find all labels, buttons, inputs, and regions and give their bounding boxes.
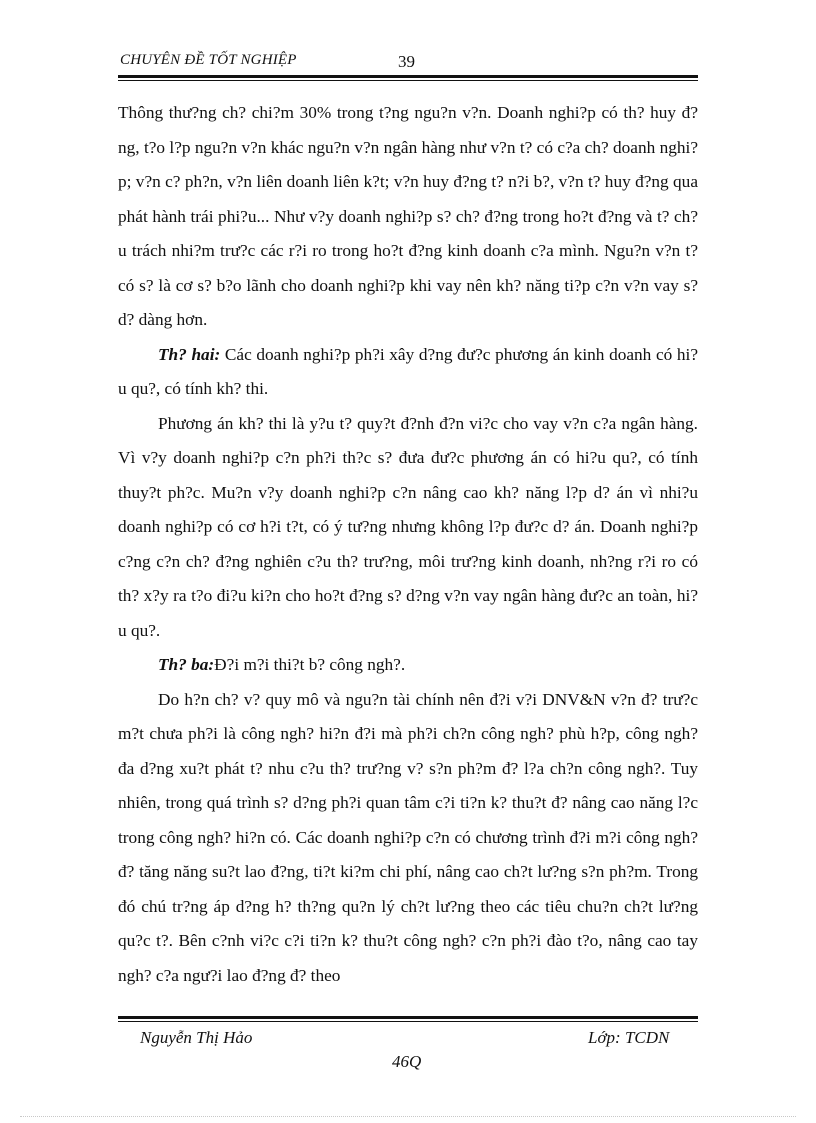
paragraph-2-label: Th? hai: <box>158 344 221 364</box>
paragraph-4 <box>118 648 698 683</box>
paragraph-5: Do h?n ch? v? quy mô và ngu?n tài chính nên đ?i v?i DNV&N v?n đ? trư?c m?t chưa ph?i là công ngh? hi?n đ?i mà ph?i ch?n công ngh? phù h?p, công ngh? đa d?ng xu?t phát t? nhu c?u th? trư?ng v? s?n ph?m đ? l?a ch?n công ngh?. Tuy nhiên, trong quá trình s? d?ng ph?i quan tâm c?i ti?n k? thu?t đ? nâng cao năng l?c trong công ngh? hi?n có. Các doanh nghi?p c?n có chương trình đ?i m?i công ngh? đ? tăng năng su?t lao đ?ng, ti?t ki?m chi phí, nâng cao ch?t lư?ng s?n ph?m. Trong đó chú tr?ng áp d?ng h? th?ng qu?n lý ch?t lư?ng theo các tiêu chu?n ch?t lư?ng qu?c t?. Bên c?nh vi?c c?i ti?n k? thu?t công ngh? c?n ph?i đào t?o, nâng cao tay ngh? c?a ngư?i lao đ?ng đ? theo <box>118 689 698 985</box>
footer-class-code: 46Q <box>392 1052 422 1071</box>
footer-rule-thick <box>118 1016 698 1019</box>
paragraph-3: Phương án kh? thi là y?u t? quy?t đ?nh đ?n vi?c cho vay v?n c?a ngân hàng. Vì v?y doanh nghi?p c?n ph?i th?c s? đưa đư?c phương án có hi?u qu?, có tính thuy?t ph?c. Mu?n v?y doanh nghi?p c?n nâng cao kh? năng l?p d? án vì nhi?u doanh nghi?p có cơ h?i t?t, có ý tư?ng nhưng không l?p đư?c d? án. Doanh nghi?p c?ng c?n ch? đ?ng nghiên c?u th? trư?ng, môi trư?ng kinh doanh, nh?ng r?i ro có th? x?y ra t?o đi?u ki?n cho ho?t đ?ng s? d?ng v?n vay ngân hàng đư?c an toàn, hi?u qu?. <box>118 413 698 640</box>
paragraph-2-text: Các doanh nghi?p ph?i xây d?ng đư?c phương án kinh doanh có hi?u qu?, có tính kh? thi. <box>118 344 698 398</box>
paragraph-4-text: Đ?i m?i thi?t b? công ngh?. <box>214 655 406 674</box>
paragraph-1: Thông thư?ng ch? chi?m 30% trong t?ng ngu?n v?n. Doanh nghi?p có th? huy đ?ng, t?o l?p ngu?n v?n khác ngu?n v?n ngân hàng như v?n t? có c?a ch? doanh nghi?p; v?n c? ph?n, v?n liên doanh liên k?t; v?n huy đ?ng t? n?i b?, v?n t? huy đ?ng qua phát hành trái phi?u... Như v?y doanh nghi?p s? ch? đ?ng trong ho?t đ?ng và t? ch?u trách nhi?m trư?c các r?i ro trong ho?t đ?ng kinh doanh c?a mình. Ngu?n v?n t? có s? là cơ s? b?o lãnh cho doanh nghi?p khi vay nên kh? năng ti?p c?n v?n vay s? d? dàng hơn. <box>118 103 698 329</box>
header-rule-thick <box>118 75 698 78</box>
footer-rule-thin <box>118 1021 698 1022</box>
paragraph-2 <box>118 338 698 407</box>
footer-class-label: Lớp: TCDN <box>588 1028 670 1047</box>
header-rule-thin <box>118 80 698 81</box>
paragraph-4-label: Th? ba: <box>158 655 215 674</box>
document-body <box>118 96 698 993</box>
header-title: CHUYÊN ĐỀ TỐT NGHIỆP <box>120 52 297 68</box>
header-page-number: 39 <box>398 52 415 71</box>
footer-author: Nguyễn Thị Hảo <box>140 1028 253 1047</box>
page-edge-divider <box>20 1116 796 1117</box>
